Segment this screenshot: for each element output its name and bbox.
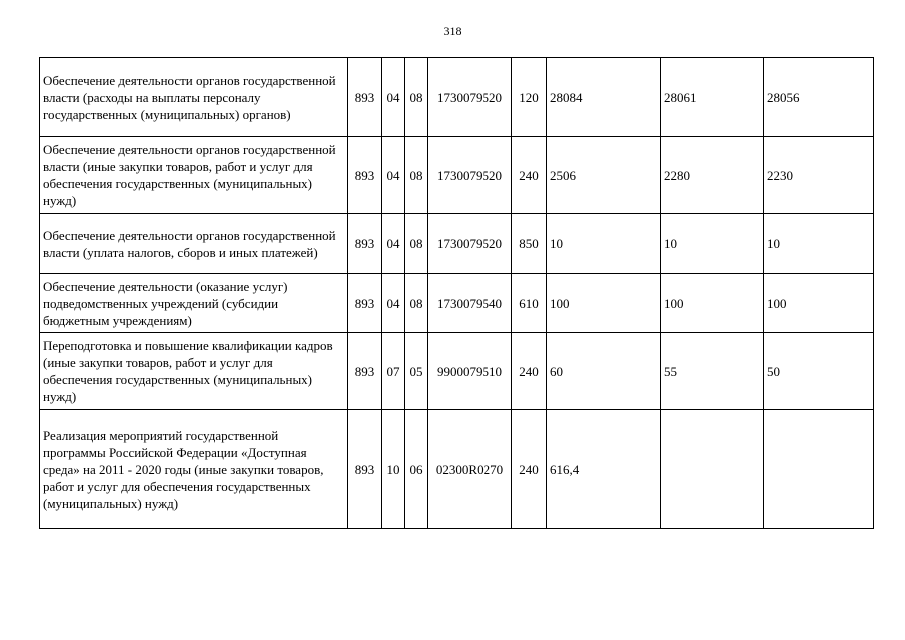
table-row [40,58,874,137]
expense-type-code: 240 [512,137,547,214]
row-description: Обеспечение деятельности органов государственной власти (расходы на выплаты персоналу государственных (муниципальных) органов) [40,58,348,137]
amount-year-2 [661,410,764,529]
amount-year-1: 616,4 [547,410,661,529]
table-row [40,214,874,274]
amount-year-1: 10 [547,214,661,274]
expense-type-code: 120 [512,58,547,137]
target-article-code: 02300R0270 [428,410,512,529]
budget-table [39,57,874,529]
amount-year-1: 2506 [547,137,661,214]
row-description: Обеспечение деятельности органов государственной власти (уплата налогов, сборов и иных платежей) [40,214,348,274]
ministry-code: 893 [348,410,382,529]
section-code: 07 [382,333,405,410]
table-row [40,274,874,333]
target-article-code: 1730079520 [428,214,512,274]
amount-year-2: 55 [661,333,764,410]
expense-type-code: 240 [512,333,547,410]
amount-year-2: 10 [661,214,764,274]
section-code: 04 [382,274,405,333]
subsection-code: 08 [405,214,428,274]
page-number: 318 [443,24,462,38]
table-row [40,410,874,529]
target-article-code: 9900079510 [428,333,512,410]
amount-year-3: 100 [764,274,874,333]
table-row [40,137,874,214]
row-description: Переподготовка и повышение квалификации кадров (иные закупки товаров, работ и услуг для обеспечения государственных (муниципальных) нужд) [40,333,348,410]
target-article-code: 1730079540 [428,274,512,333]
expense-type-code: 240 [512,410,547,529]
amount-year-1: 28084 [547,58,661,137]
ministry-code: 893 [348,214,382,274]
amount-year-3: 10 [764,214,874,274]
target-article-code: 1730079520 [428,137,512,214]
target-article-code: 1730079520 [428,58,512,137]
row-description: Реализация мероприятий государственной программы Российской Федерации «Доступная среда» на 2011 - 2020 годы (иные закупки товаров, работ и услуг для обеспечения государственных (муниципальных) нужд) [40,410,348,529]
section-code: 04 [382,58,405,137]
amount-year-3: 50 [764,333,874,410]
amount-year-3 [764,410,874,529]
ministry-code: 893 [348,274,382,333]
subsection-code: 08 [405,137,428,214]
row-description: Обеспечение деятельности (оказание услуг) подведомственных учреждений (субсидии бюджетным учреждениям) [40,274,348,333]
ministry-code: 893 [348,58,382,137]
amount-year-2: 28061 [661,58,764,137]
amount-year-1: 100 [547,274,661,333]
ministry-code: 893 [348,333,382,410]
subsection-code: 06 [405,410,428,529]
subsection-code: 05 [405,333,428,410]
table-row [40,333,874,410]
amount-year-3: 28056 [764,58,874,137]
subsection-code: 08 [405,274,428,333]
amount-year-3: 2230 [764,137,874,214]
section-code: 04 [382,214,405,274]
amount-year-1: 60 [547,333,661,410]
expense-type-code: 610 [512,274,547,333]
subsection-code: 08 [405,58,428,137]
section-code: 10 [382,410,405,529]
row-description: Обеспечение деятельности органов государственной власти (иные закупки товаров, работ и услуг для обеспечения государственных (муниципальных) нужд) [40,137,348,214]
amount-year-2: 100 [661,274,764,333]
expense-type-code: 850 [512,214,547,274]
section-code: 04 [382,137,405,214]
ministry-code: 893 [348,137,382,214]
amount-year-2: 2280 [661,137,764,214]
